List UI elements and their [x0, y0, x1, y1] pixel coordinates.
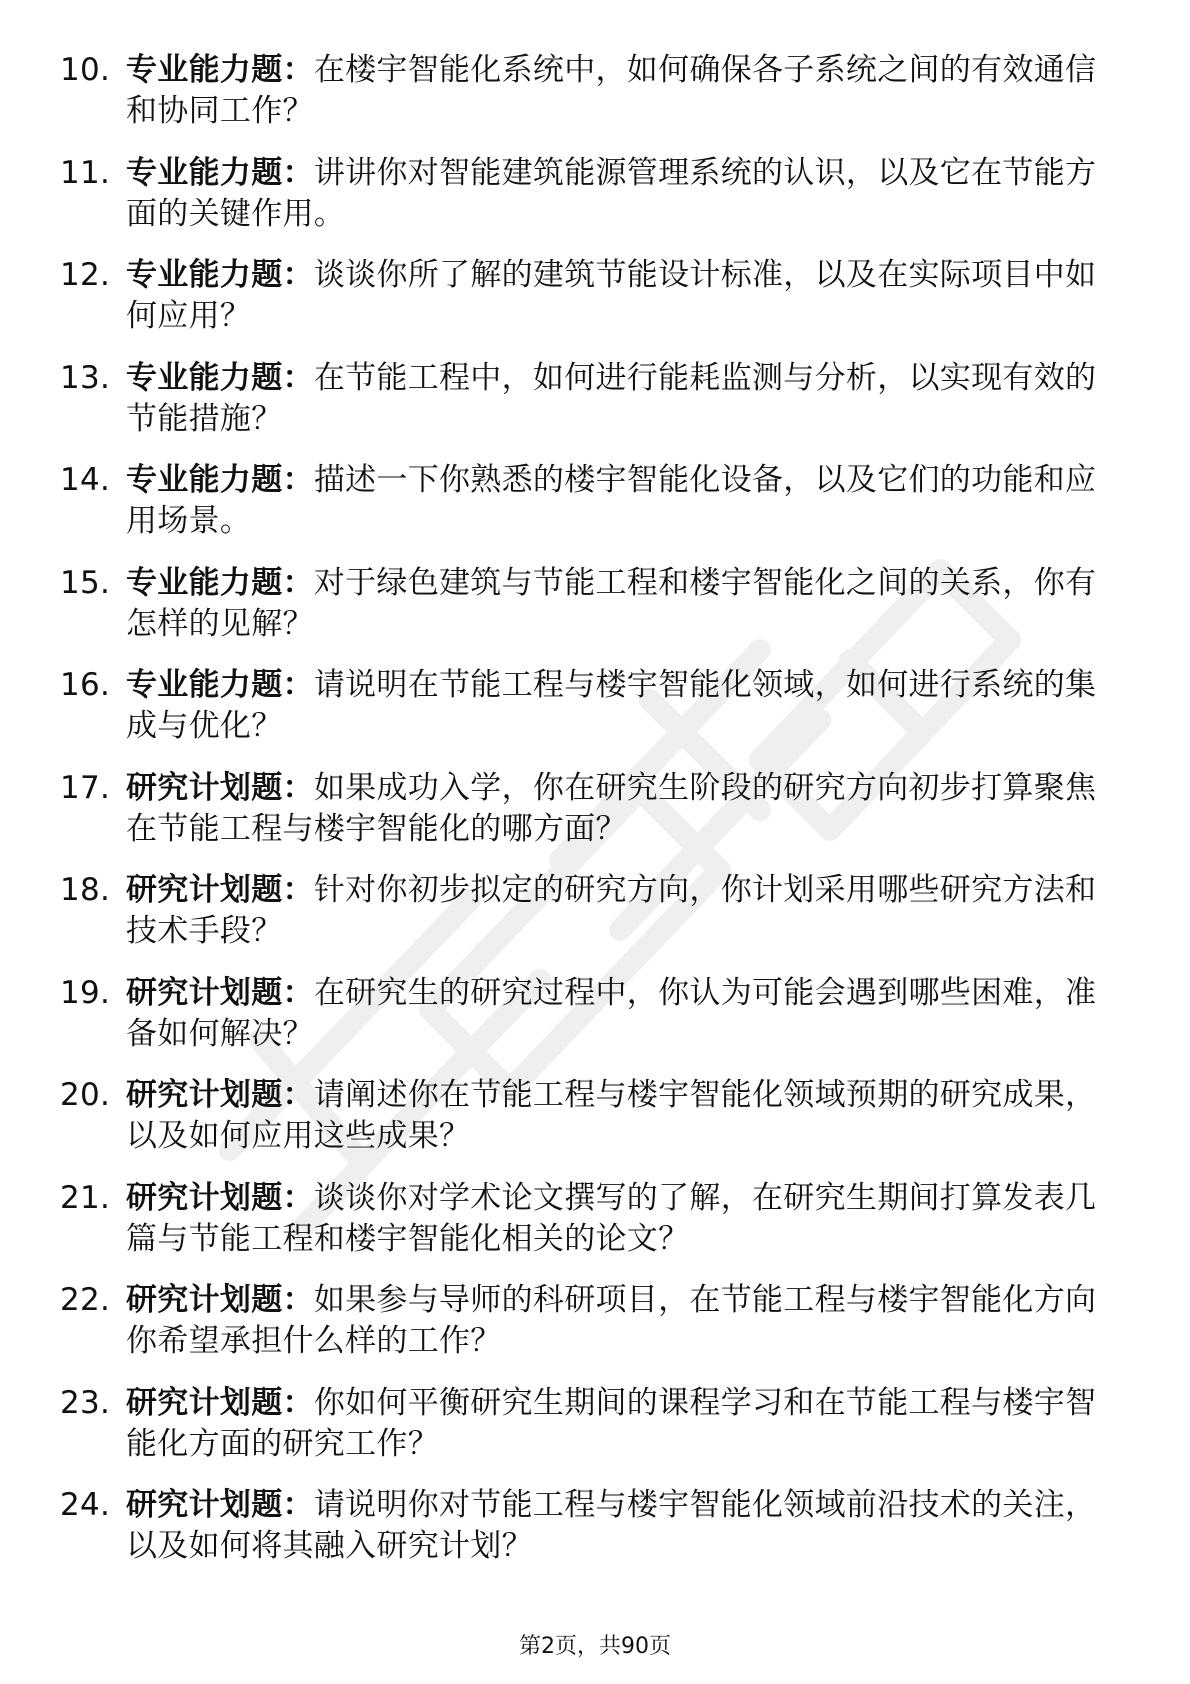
question-category: 专业能力题： [126, 564, 314, 601]
question-text: 请阐述你在节能工程与楼宇智能化领域预期的研究成果，以及如何应用这些成果？ [126, 1077, 1097, 1154]
question-list [60, 50, 1120, 1588]
question-text: 你如何平衡研究生期间的课程学习和在节能工程与楼宇智能化方面的研究工作？ [126, 1384, 1097, 1462]
question-category: 研究计划题： [126, 872, 314, 908]
list-item [60, 1075, 1120, 1157]
question-category: 专业能力题： [126, 52, 314, 88]
question-category: 研究计划题： [126, 1487, 314, 1523]
question-text: 谈谈你对学术论文撰写的了解，在研究生期间打算发表几篇与节能工程和楼宇智能化相关的论文？ [126, 1179, 1097, 1257]
question-text: 如果参与导师的科研项目，在节能工程与楼宇智能化方向你希望承担什么样的工作？ [126, 1282, 1097, 1359]
question-category: 研究计划题： [126, 1384, 314, 1421]
list-item [60, 1485, 1120, 1567]
question-text: 谈谈你所了解的建筑节能设计标准，以及在实际项目中如何应用？ [126, 257, 1097, 334]
question-number: 20. [60, 1077, 111, 1113]
question-category: 专业能力题： [126, 462, 314, 498]
question-number: 23. [60, 1384, 111, 1421]
question-number: 14. [60, 462, 111, 498]
question-text: 对于绿色建筑与节能工程和楼宇智能化之间的关系，你有怎样的见解？ [126, 564, 1097, 642]
question-text: 针对你初步拟定的研究方向，你计划采用哪些研究方法和技术手段？ [126, 872, 1097, 949]
question-category: 专业能力题： [126, 154, 314, 191]
list-item [60, 1383, 1120, 1465]
question-number: 21. [60, 1179, 111, 1216]
question-number: 10. [60, 52, 111, 88]
list-item [60, 1178, 1120, 1260]
question-category: 研究计划题： [126, 769, 314, 806]
list-item [60, 50, 1120, 132]
question-category: 研究计划题： [126, 1077, 314, 1113]
question-text: 讲讲你对智能建筑能源管理系统的认识，以及它在节能方面的关键作用。 [126, 154, 1097, 232]
question-number: 12. [60, 257, 111, 293]
question-text: 请说明在节能工程与楼宇智能化领域，如何进行系统的集成与优化？ [126, 667, 1097, 744]
question-category: 研究计划题： [126, 974, 314, 1011]
list-item [60, 563, 1120, 645]
list-item [60, 153, 1120, 235]
question-text: 在节能工程中，如何进行能耗监测与分析，以实现有效的节能措施？ [126, 359, 1097, 437]
question-category: 专业能力题： [126, 667, 314, 703]
page-footer: 第2页，共90页 [519, 1634, 671, 1659]
question-number: 24. [60, 1487, 111, 1523]
question-number: 17. [60, 769, 111, 806]
list-item [60, 665, 1120, 747]
list-item [60, 1280, 1120, 1362]
question-number: 16. [60, 667, 111, 703]
question-number: 15. [60, 564, 111, 601]
question-category: 专业能力题： [126, 359, 314, 396]
list-item [60, 768, 1120, 850]
question-category: 研究计划题： [126, 1282, 314, 1318]
question-text: 在楼宇智能化系统中，如何确保各子系统之间的有效通信和协同工作？ [126, 52, 1097, 129]
question-number: 13. [60, 359, 111, 396]
question-text: 在研究生的研究过程中，你认为可能会遇到哪些困难，准备如何解决？ [126, 974, 1097, 1052]
list-item [60, 460, 1120, 542]
question-text: 描述一下你熟悉的楼宇智能化设备，以及它们的功能和应用场景。 [126, 462, 1097, 539]
list-item [60, 358, 1120, 440]
question-category: 专业能力题： [126, 257, 314, 293]
question-number: 19. [60, 974, 111, 1011]
question-number: 11. [60, 154, 111, 191]
list-item [60, 870, 1120, 952]
question-category: 研究计划题： [126, 1179, 314, 1216]
question-text: 如果成功入学，你在研究生阶段的研究方向初步打算聚焦在节能工程与楼宇智能化的哪方面？ [126, 769, 1097, 847]
question-text: 请说明你对节能工程与楼宇智能化领域前沿技术的关注，以及如何将其融入研究计划？ [126, 1487, 1097, 1564]
question-number: 18. [60, 872, 111, 908]
question-number: 22. [60, 1282, 111, 1318]
list-item [60, 973, 1120, 1055]
list-item [60, 255, 1120, 337]
